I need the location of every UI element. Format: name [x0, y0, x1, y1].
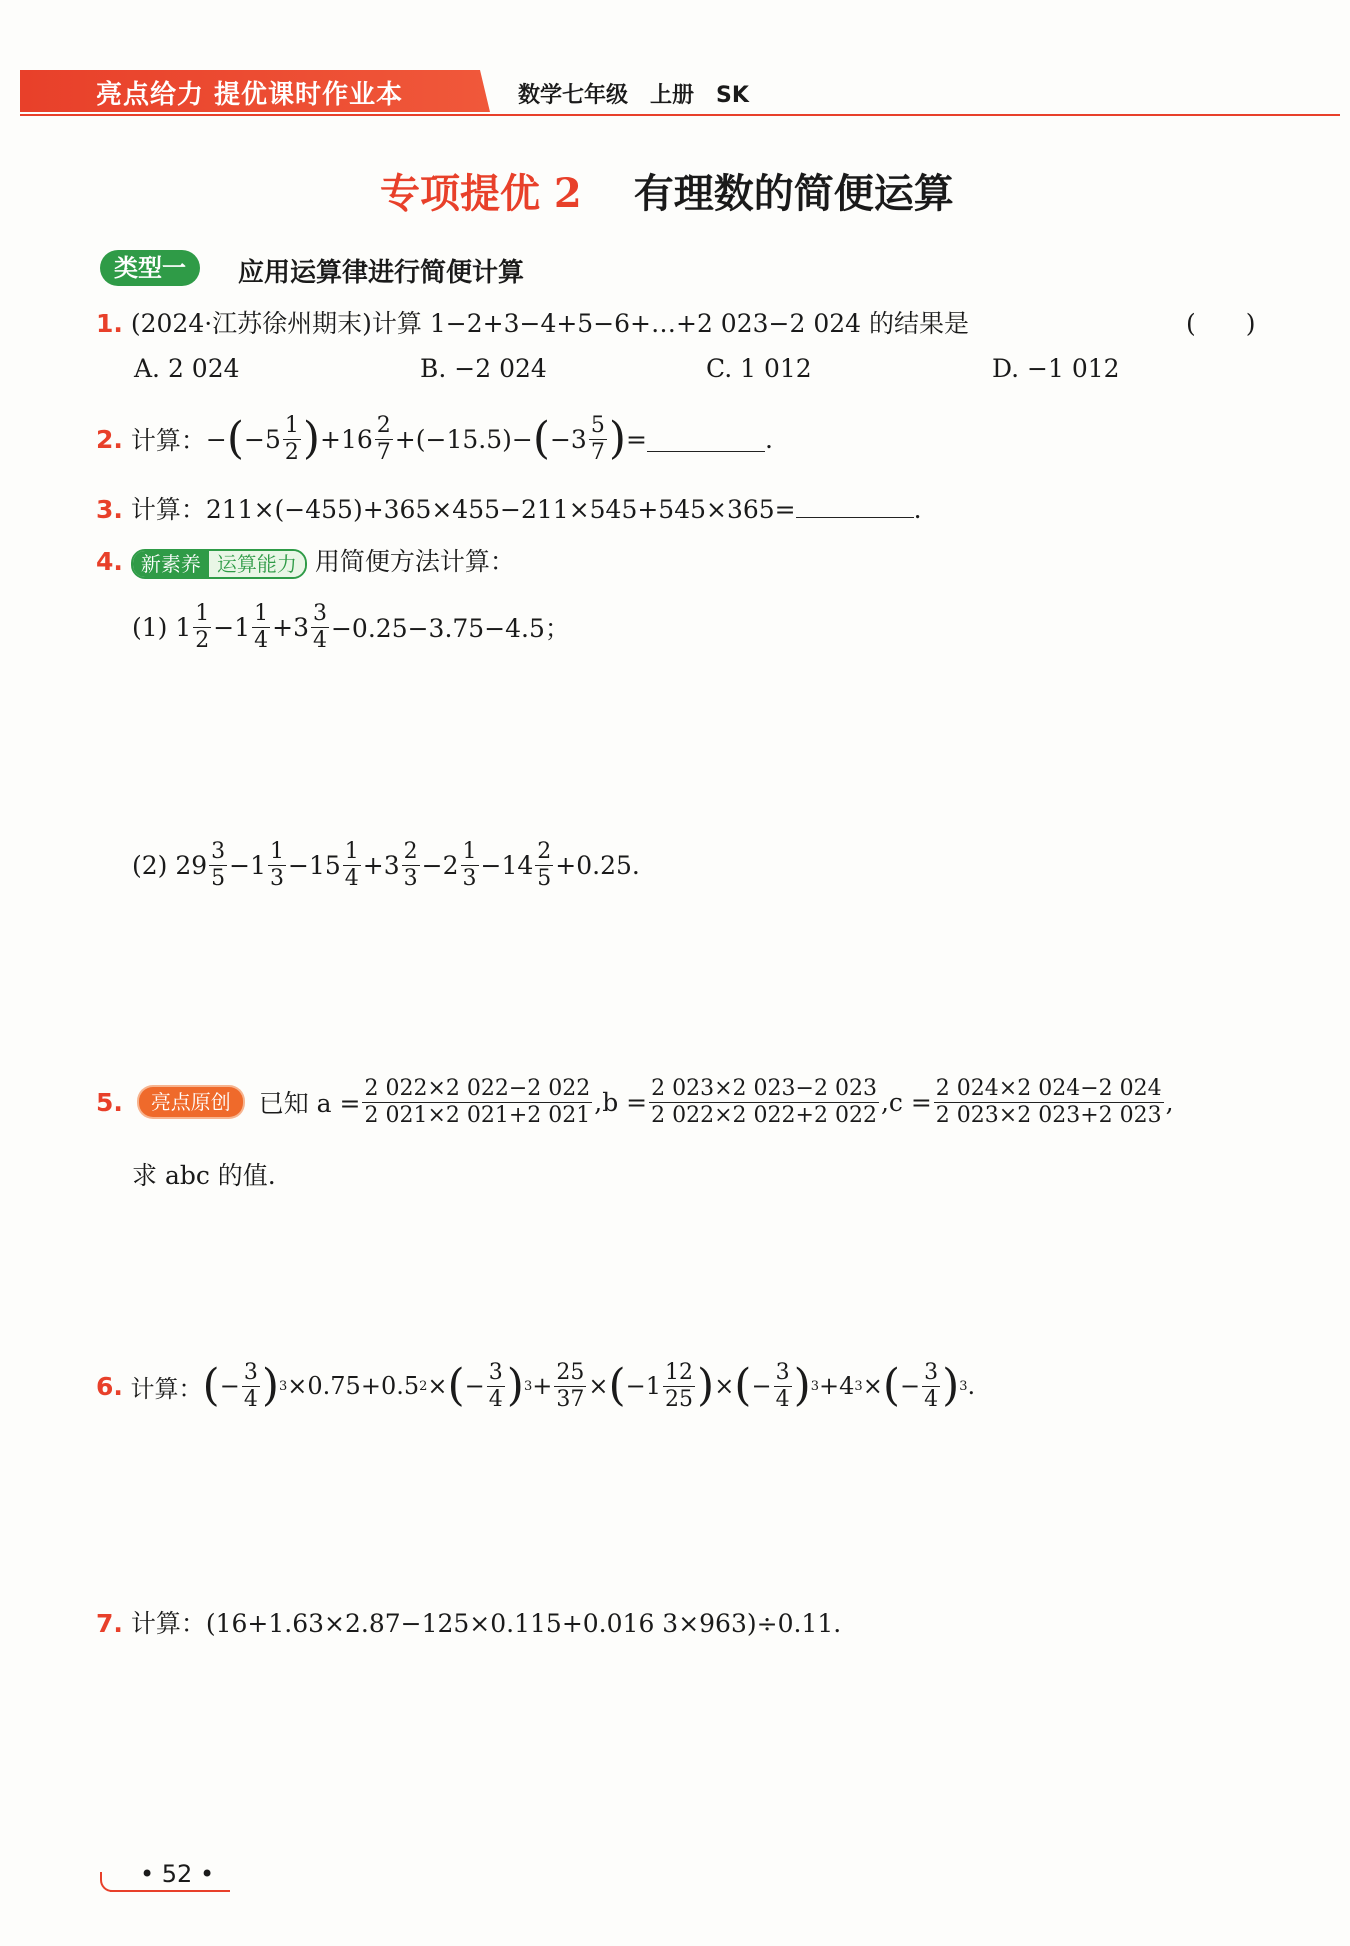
expr-text: −14 — [480, 850, 534, 880]
fraction: $\frac{3}{4}$ — [243, 1360, 258, 1412]
expr-text: + — [532, 1372, 553, 1400]
header-volume: 上册 — [650, 83, 695, 108]
left-paren: ( — [882, 1360, 900, 1411]
expr-text: +16 — [320, 424, 373, 454]
question-number: 3. — [96, 495, 123, 524]
left-paren: ( — [447, 1360, 465, 1411]
header-brand: 亮点给力 提优课时作业本 — [96, 80, 404, 110]
question-3 — [96, 490, 922, 526]
original-tag: 亮点原创 — [139, 1087, 243, 1117]
expr-text: . — [764, 424, 773, 454]
exponent: 3 — [854, 1378, 863, 1394]
expr-text: +3 — [362, 850, 400, 880]
right-paren: ) — [793, 1360, 811, 1411]
expr-text: +(−15.5)− — [394, 424, 533, 454]
expr-text: = — [626, 424, 647, 454]
fraction: $\frac{1}{3}$ — [462, 839, 477, 891]
right-paren: ) — [506, 1360, 524, 1411]
left-paren: ( — [532, 413, 550, 464]
question-5 — [96, 1064, 1174, 1140]
fraction: $\frac{3}{4}$ — [488, 1360, 503, 1412]
fraction: $\frac{2 024\times 2 024-2 024}{2 023\times 2 023+2 023}$ — [935, 1076, 1162, 1128]
expr-text: ,c = — [880, 1087, 932, 1117]
expr-text: − — [219, 1372, 240, 1400]
exponent: 3 — [810, 1378, 820, 1394]
expr-text: − — [464, 1372, 485, 1400]
exponent: 3 — [523, 1378, 533, 1394]
question-5-line-2: 求 abc 的值. — [132, 1161, 276, 1190]
question-text: 用简便方法计算： — [314, 547, 515, 576]
expr-text: . — [967, 1372, 976, 1400]
question-text: 计算：(16+1.63×2.87−125×0.115+0.016 3×963)÷0.11. — [130, 1609, 842, 1638]
title-main: 有理数的简便运算 — [633, 170, 954, 217]
expr-text: 已知 a = — [258, 1089, 361, 1118]
fraction: $\frac{25}{37}$ — [556, 1360, 585, 1412]
right-paren: ) — [261, 1360, 279, 1411]
expr-text: −3 — [549, 424, 587, 454]
expr-text: (2) 29 — [132, 850, 208, 880]
fraction: $\frac{2}{5}$ — [537, 839, 552, 891]
expr-text: (1) 1 — [132, 612, 192, 642]
fraction: $\frac{1}{2}$ — [284, 413, 299, 465]
left-paren: ( — [202, 1360, 220, 1411]
expr-text: × — [588, 1372, 609, 1400]
question-number: 6. — [96, 1371, 123, 1401]
expr-text: −0.25−3.75−4.5； — [330, 614, 570, 643]
question-number: 7. — [96, 1609, 123, 1638]
question-label: 计算： — [130, 426, 206, 455]
fraction: $\frac{3}{4}$ — [775, 1360, 790, 1412]
option-a[interactable]: A. 2 024 — [134, 354, 240, 383]
answer-blank[interactable] — [647, 427, 765, 452]
expr-text: +0.25. — [555, 850, 640, 880]
page-decoration — [100, 1872, 120, 1892]
fraction: $\frac{2 022\times 2 022-2 022}{2 021\times 2 021+2 021}$ — [364, 1076, 591, 1128]
fraction: $\frac{2 023\times 2 023-2 023}{2 022\times 2 022+2 022}$ — [651, 1076, 877, 1128]
expr-text: ×0.75+0.5 — [287, 1372, 420, 1400]
question-number: 5. — [96, 1087, 123, 1117]
question-text: (2024·江苏徐州期末)计算 1−2+3−4+5−6+…+2 023−2 024 的结果是 — [130, 309, 969, 338]
fraction: $\frac{2}{3}$ — [403, 839, 418, 891]
expr-text: × — [862, 1372, 883, 1400]
expr-text: × — [714, 1372, 735, 1400]
fraction: $\frac{1}{3}$ — [270, 839, 285, 891]
right-paren: ) — [942, 1360, 960, 1411]
fraction: $\frac{5}{7}$ — [590, 413, 605, 465]
exponent: 3 — [279, 1378, 288, 1394]
question-number: 4. — [96, 547, 123, 576]
expr-text: , — [1165, 1087, 1174, 1117]
expr-text: . — [913, 495, 922, 524]
right-paren: ) — [302, 413, 321, 464]
title-prefix: 专项提优 2 — [380, 170, 582, 217]
fraction: $\frac{1}{4}$ — [254, 601, 269, 653]
fraction: $\frac{1}{4}$ — [344, 839, 359, 891]
question-text: 计算：211×(−455)+365×455−211×545+545×365= — [130, 495, 796, 524]
question-1 — [96, 304, 969, 340]
left-paren: ( — [608, 1360, 626, 1411]
section-title: 应用运算律进行简便计算 — [238, 258, 525, 288]
exponent: 2 — [419, 1378, 428, 1394]
page-underline — [110, 1890, 230, 1892]
option-b[interactable]: B. −2 024 — [420, 354, 547, 383]
fraction: $\frac{1}{2}$ — [195, 601, 210, 653]
left-paren: ( — [226, 413, 244, 464]
question-7 — [96, 1604, 841, 1640]
header-book-info — [518, 78, 771, 109]
left-paren: ( — [734, 1360, 752, 1411]
expr-text: − — [205, 424, 227, 454]
answer-paren[interactable]: ( ) — [1186, 309, 1256, 338]
expr-text: +3 — [272, 612, 309, 642]
fraction: $\frac{3}{4}$ — [924, 1360, 939, 1412]
section-badge: 类型一 — [100, 250, 200, 286]
fraction: $\frac{3}{4}$ — [312, 601, 327, 653]
expr-text: − — [899, 1372, 921, 1400]
literacy-tag: 新素养 运算能力 — [131, 549, 307, 579]
header-edition: SK — [716, 83, 749, 108]
expr-text: −1 — [625, 1372, 662, 1400]
option-c[interactable]: C. 1 012 — [706, 354, 812, 383]
page-number: • 52 • — [140, 1860, 215, 1888]
expr-text: ,b = — [594, 1087, 648, 1117]
fraction: $\frac{3}{5}$ — [211, 839, 226, 891]
fraction: $\frac{2}{7}$ — [376, 413, 391, 465]
expr-text: −5 — [244, 424, 281, 454]
question-label: 计算： — [130, 1374, 203, 1403]
question-number: 2. — [96, 424, 123, 454]
question-4-part-1 — [132, 590, 570, 664]
question-2 — [96, 404, 773, 474]
exponent: 3 — [959, 1378, 968, 1394]
expr-text: +4 — [819, 1372, 855, 1400]
question-4-part-2 — [132, 828, 640, 902]
expr-text: − — [751, 1372, 772, 1400]
header-subject: 数学七年级 — [518, 83, 629, 108]
expr-text: −15 — [288, 850, 341, 880]
question-6 — [96, 1348, 975, 1424]
question-4 — [96, 542, 515, 579]
right-paren: ) — [608, 413, 627, 464]
answer-blank[interactable] — [796, 493, 914, 518]
fraction: $\frac{12}{25}$ — [665, 1360, 694, 1412]
right-paren: ) — [697, 1360, 715, 1411]
page-title — [380, 162, 954, 219]
question-number: 1. — [96, 309, 123, 338]
expr-text: −1 — [229, 850, 267, 880]
expr-text: −2 — [421, 850, 459, 880]
option-d[interactable]: D. −1 012 — [992, 354, 1120, 383]
header-divider — [20, 114, 1340, 116]
expr-text: × — [427, 1372, 448, 1400]
expr-text: −1 — [213, 612, 251, 642]
